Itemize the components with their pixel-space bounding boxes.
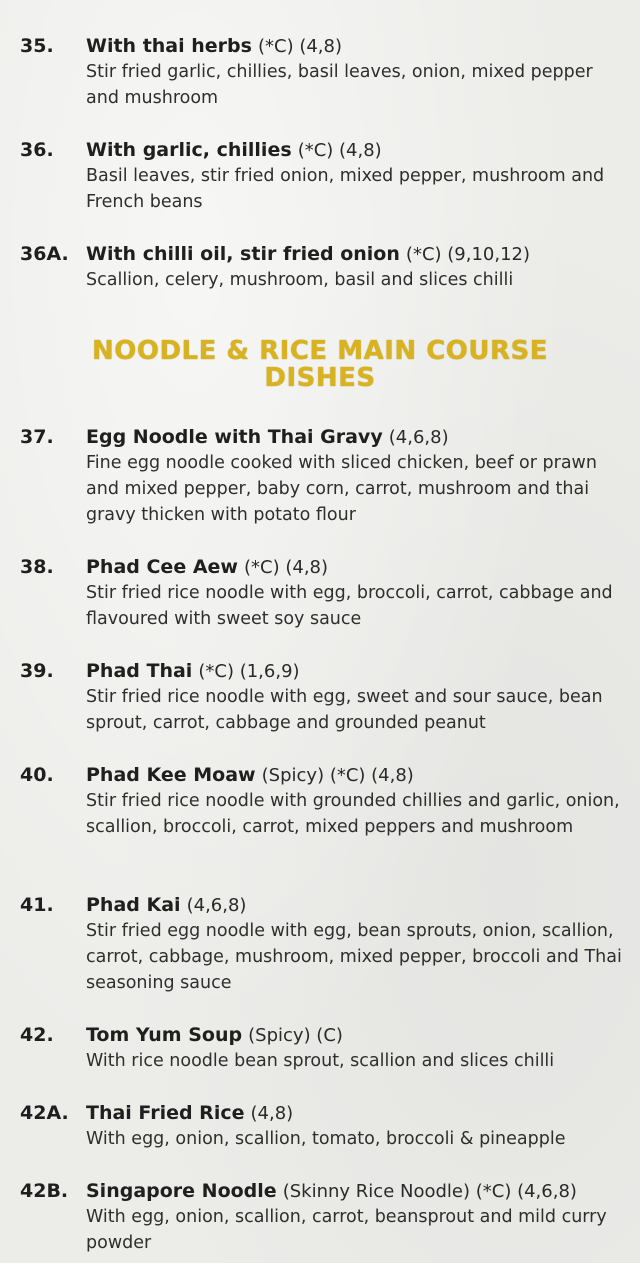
item-tags: (4,6,8) bbox=[186, 895, 247, 916]
item-name: Thai Fried Rice bbox=[86, 1102, 245, 1124]
item-name: Phad Kee Moaw bbox=[86, 764, 256, 786]
item-tags: (*C) (4,8) bbox=[258, 36, 343, 57]
item-tags: (4,6,8) bbox=[388, 427, 449, 448]
item-number: 39. bbox=[20, 660, 54, 682]
section-heading-line1: NOODLE & RICE MAIN COURSE bbox=[91, 336, 549, 366]
item-tags: (*C) (9,10,12) bbox=[405, 244, 531, 265]
item-description: Scallion, celery, mushroom, basil and slices chilli bbox=[86, 270, 514, 290]
item-title bbox=[86, 137, 382, 164]
item-name: Phad Thai bbox=[86, 660, 193, 682]
section-heading-line2: DISHES bbox=[264, 363, 376, 393]
item-number: 36. bbox=[20, 139, 54, 161]
item-name: With garlic, chillies bbox=[86, 139, 292, 161]
item-tags: (Spicy) (*C) (4,8) bbox=[261, 765, 414, 786]
item-number: 42A. bbox=[20, 1102, 69, 1124]
item-tags: (*C) (4,8) bbox=[297, 140, 382, 161]
item-description: With rice noodle bean sprout, scallion and slices chilli bbox=[86, 1051, 555, 1071]
item-description: Stir fried egg noodle with egg, bean sprouts, onion, scallion, carrot, cabbage, mushroom, mixed pepper, broccoli and Thai seasoning sauce bbox=[86, 921, 622, 993]
item-number: 35. bbox=[20, 35, 54, 57]
section-heading bbox=[0, 338, 640, 392]
item-number: 42B. bbox=[20, 1180, 69, 1202]
item-number: 37. bbox=[20, 426, 54, 448]
item-number: 36A. bbox=[20, 243, 69, 265]
item-title bbox=[86, 1100, 293, 1127]
item-tags: (*C) (4,8) bbox=[244, 557, 329, 578]
item-tags: (*C) (1,6,9) bbox=[198, 661, 300, 682]
item-title bbox=[86, 424, 449, 451]
item-description: Stir fried rice noodle with egg, sweet and sour sauce, bean sprout, carrot, cabbage and grounded peanut bbox=[86, 687, 603, 733]
item-name: With thai herbs bbox=[86, 35, 252, 57]
item-name: Phad Kai bbox=[86, 894, 181, 916]
item-name: Tom Yum Soup bbox=[86, 1024, 243, 1046]
item-title bbox=[86, 1022, 343, 1049]
item-description: Basil leaves, stir fried onion, mixed pepper, mushroom and French beans bbox=[86, 166, 605, 212]
item-title bbox=[86, 892, 246, 919]
item-title bbox=[86, 241, 530, 268]
item-number: 41. bbox=[20, 894, 54, 916]
item-description: Stir fried rice noodle with egg, broccoli, carrot, cabbage and flavoured with sweet soy sauce bbox=[86, 583, 613, 629]
item-title bbox=[86, 33, 342, 60]
item-description: Stir fried garlic, chillies, basil leaves, onion, mixed pepper and mushroom bbox=[86, 62, 593, 108]
item-title bbox=[86, 1178, 577, 1205]
item-name: Egg Noodle with Thai Gravy bbox=[86, 426, 383, 448]
item-description: Fine egg noodle cooked with sliced chicken, beef or prawn and mixed pepper, baby corn, carrot, mushroom and thai gravy thicken with potato flour bbox=[86, 453, 597, 525]
item-description: With egg, onion, scallion, carrot, beansprout and mild curry powder bbox=[86, 1207, 607, 1253]
item-title bbox=[86, 762, 414, 789]
item-number: 40. bbox=[20, 764, 54, 786]
item-description: With egg, onion, scallion, tomato, broccoli & pineapple bbox=[86, 1129, 566, 1149]
item-name: With chilli oil, stir fried onion bbox=[86, 243, 400, 265]
item-title bbox=[86, 658, 300, 685]
item-name: Singapore Noodle bbox=[86, 1180, 277, 1202]
item-name: Phad Cee Aew bbox=[86, 556, 238, 578]
item-tags: (4,8) bbox=[250, 1103, 294, 1124]
item-tags: (Spicy) (C) bbox=[248, 1025, 343, 1046]
item-tags: (Skinny Rice Noodle) (*C) (4,6,8) bbox=[282, 1181, 577, 1202]
item-number: 38. bbox=[20, 556, 54, 578]
item-description: Stir fried rice noodle with grounded chillies and garlic, onion, scallion, broccoli, carrot, mixed peppers and mushroom bbox=[86, 791, 620, 837]
item-title bbox=[86, 554, 328, 581]
item-number: 42. bbox=[20, 1024, 54, 1046]
